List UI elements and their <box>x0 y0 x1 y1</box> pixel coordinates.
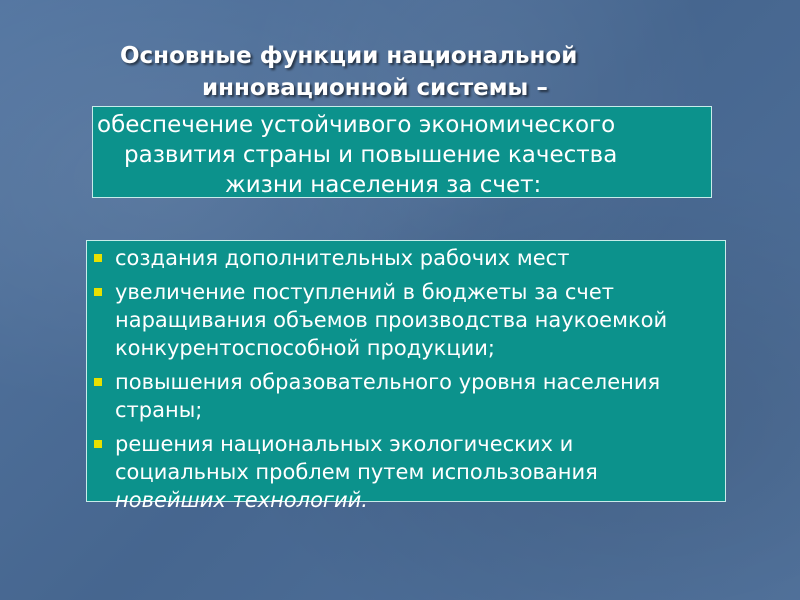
list-item <box>87 278 725 362</box>
list-item-text <box>115 278 725 362</box>
slide-title <box>80 40 720 104</box>
square-bullet-icon <box>94 254 102 262</box>
title-line-2: инновационной системы – <box>202 75 548 101</box>
list-item-line: социальных проблем путем использования <box>115 460 598 484</box>
list-item-line: увеличение поступлений в бюджеты за счет <box>115 280 614 304</box>
list-item <box>87 368 725 424</box>
list-item-line: страны; <box>115 398 203 422</box>
list-item-text <box>115 244 725 272</box>
list-item-line-italic <box>115 486 725 514</box>
subtitle-line-1: обеспечение устойчивого экономического <box>97 112 616 138</box>
subtitle-line-2: развития страны и повышение качества <box>124 142 618 168</box>
square-bullet-icon <box>94 288 102 296</box>
italic-emphasis: новейших технологий. <box>115 488 368 512</box>
list-item-line: создания дополнительных рабочих мест <box>115 246 570 270</box>
list-item-line: наращивания объемов производства наукоемкой <box>115 308 668 332</box>
list-item <box>87 244 725 272</box>
title-line-1: Основные функции национальной <box>120 43 578 69</box>
subtitle-line-3: жизни населения за счет: <box>225 172 542 198</box>
square-bullet-icon <box>94 378 102 386</box>
list-item-line: решения национальных экологических и <box>115 432 574 456</box>
list-item <box>87 430 725 514</box>
list-item-line: конкурентоспособной продукции; <box>115 336 496 360</box>
list-item-text <box>115 368 725 424</box>
bullet-list <box>86 240 726 512</box>
subtitle-box <box>92 106 712 198</box>
list-item-text <box>115 430 725 514</box>
square-bullet-icon <box>94 440 102 448</box>
list-item-line: повышения образовательного уровня населения <box>115 370 661 394</box>
